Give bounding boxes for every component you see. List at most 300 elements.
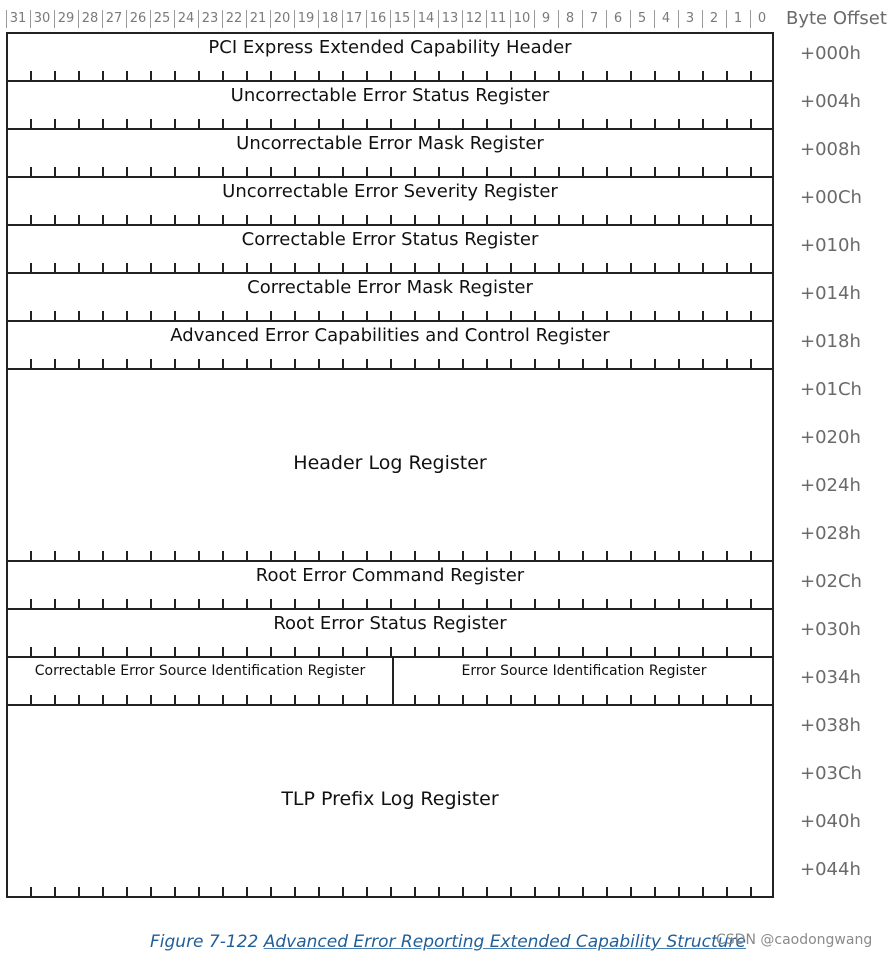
bit-tick (702, 71, 704, 80)
bit-tick (678, 551, 680, 560)
bit-tick (222, 119, 224, 128)
bit-separator (558, 10, 559, 28)
bit-tick (366, 599, 368, 608)
bit-tick (462, 887, 464, 896)
figure-title-link[interactable]: Advanced Error Reporting Extended Capability Structure (263, 932, 746, 952)
bit-ticks (8, 646, 772, 656)
bit-tick (654, 695, 656, 704)
bit-tick (174, 119, 176, 128)
bit-tick (486, 551, 488, 560)
bit-tick (270, 551, 272, 560)
bit-tick (654, 887, 656, 896)
bit-tick (726, 359, 728, 368)
bit-tick (78, 263, 80, 272)
bit-tick (678, 695, 680, 704)
bit-tick (510, 119, 512, 128)
bit-tick (174, 647, 176, 656)
bit-tick (486, 647, 488, 656)
bit-tick (30, 551, 32, 560)
register-box (6, 560, 774, 610)
bit-tick (294, 311, 296, 320)
byte-offset: +030h (800, 619, 861, 640)
bit-tick (510, 695, 512, 704)
bit-tick (102, 263, 104, 272)
bit-tick (582, 167, 584, 176)
bit-tick (534, 551, 536, 560)
bit-tick (390, 647, 392, 656)
bit-tick (342, 695, 344, 704)
bit-tick (750, 311, 752, 320)
bit-tick (222, 887, 224, 896)
bit-tick (462, 311, 464, 320)
bit-number: 13 (441, 11, 459, 26)
bit-number: 12 (465, 11, 483, 26)
bit-tick (366, 359, 368, 368)
bit-tick (294, 359, 296, 368)
byte-offset: +024h (800, 475, 861, 496)
bit-separator (294, 10, 295, 28)
figure-caption (150, 932, 746, 952)
bit-tick (246, 359, 248, 368)
bit-tick (318, 215, 320, 224)
bit-tick (78, 887, 80, 896)
bit-tick (654, 71, 656, 80)
bit-number: 1 (733, 11, 743, 26)
bit-separator (222, 10, 223, 28)
bit-tick (606, 119, 608, 128)
bit-tick (78, 647, 80, 656)
bit-tick (630, 599, 632, 608)
bit-tick (294, 599, 296, 608)
bit-tick (558, 599, 560, 608)
bit-tick (78, 119, 80, 128)
bit-number: 6 (613, 11, 623, 26)
byte-offset: +00Ch (800, 187, 862, 208)
bit-tick (678, 263, 680, 272)
register-label: TLP Prefix Log Register (281, 788, 499, 810)
bit-tick (678, 215, 680, 224)
bit-tick (294, 695, 296, 704)
bit-tick (558, 167, 560, 176)
bit-tick (702, 263, 704, 272)
bit-tick (78, 551, 80, 560)
bit-tick (318, 359, 320, 368)
bit-tick (558, 359, 560, 368)
bit-tick (30, 695, 32, 704)
bit-number: 29 (57, 11, 75, 26)
bit-tick (486, 263, 488, 272)
register-box (6, 80, 774, 130)
bit-tick (702, 887, 704, 896)
bit-tick (150, 551, 152, 560)
register-box (6, 176, 774, 226)
bit-tick (366, 119, 368, 128)
watermark: CSDN @caodongwang (716, 932, 873, 948)
bit-tick (462, 551, 464, 560)
bit-tick (30, 263, 32, 272)
bit-tick (750, 71, 752, 80)
bit-tick (198, 119, 200, 128)
bit-ticks (8, 310, 772, 320)
bit-tick (150, 599, 152, 608)
figure-number: Figure 7-122 (150, 932, 264, 952)
bit-tick (78, 71, 80, 80)
register-label: Header Log Register (293, 452, 487, 474)
bit-separator (510, 10, 511, 28)
bit-tick (126, 647, 128, 656)
bit-tick (198, 263, 200, 272)
bit-tick (102, 119, 104, 128)
bit-tick (606, 887, 608, 896)
bit-separator (126, 10, 127, 28)
bit-tick (558, 647, 560, 656)
bit-separator (462, 10, 463, 28)
bit-tick (462, 695, 464, 704)
byte-offset: +000h (800, 43, 861, 64)
bit-tick (54, 71, 56, 80)
bit-tick (294, 167, 296, 176)
register-label: Error Source Identification Register (461, 663, 707, 679)
bit-tick (438, 551, 440, 560)
bit-tick (750, 887, 752, 896)
bit-number: 9 (541, 11, 551, 26)
register-half (392, 658, 776, 704)
bit-number: 7 (589, 11, 599, 26)
bit-tick (342, 647, 344, 656)
bit-tick (30, 647, 32, 656)
bit-tick (366, 647, 368, 656)
register-label: Uncorrectable Error Mask Register (236, 133, 544, 154)
bit-tick (30, 599, 32, 608)
register-box (6, 608, 774, 658)
bit-tick (198, 695, 200, 704)
bit-tick (438, 71, 440, 80)
bit-tick (222, 551, 224, 560)
bit-tick (726, 551, 728, 560)
bit-tick (462, 215, 464, 224)
bit-tick (318, 167, 320, 176)
bit-tick (54, 695, 56, 704)
byte-offset: +028h (800, 523, 861, 544)
bit-tick (222, 215, 224, 224)
bit-tick (246, 695, 248, 704)
bit-separator (78, 10, 79, 28)
byte-offset: +03Ch (800, 763, 862, 784)
bit-tick (702, 647, 704, 656)
bit-tick (438, 599, 440, 608)
bit-tick (606, 359, 608, 368)
bit-tick (78, 599, 80, 608)
bit-tick (78, 359, 80, 368)
bit-tick (510, 215, 512, 224)
bit-tick (198, 359, 200, 368)
bit-separator (726, 10, 727, 28)
bit-tick (342, 119, 344, 128)
bit-tick (438, 167, 440, 176)
bit-tick (558, 215, 560, 224)
byte-offset: +02Ch (800, 571, 862, 592)
bit-separator (582, 10, 583, 28)
bit-tick (750, 167, 752, 176)
bit-tick (366, 311, 368, 320)
bit-tick (486, 71, 488, 80)
bit-tick (414, 599, 416, 608)
bit-tick (366, 887, 368, 896)
bit-tick (150, 359, 152, 368)
bit-tick (726, 695, 728, 704)
bit-number: 27 (105, 11, 123, 26)
register-label: Root Error Command Register (255, 565, 525, 586)
byte-offset: +040h (800, 811, 861, 832)
bit-tick (54, 551, 56, 560)
bit-ticks (8, 358, 772, 368)
bit-tick (78, 695, 80, 704)
bit-ticks (392, 694, 776, 704)
bit-tick (486, 311, 488, 320)
bit-number: 26 (129, 11, 147, 26)
bit-tick (702, 119, 704, 128)
bit-number: 25 (153, 11, 171, 26)
bit-tick (414, 263, 416, 272)
bit-number: 16 (369, 11, 387, 26)
bit-tick (222, 599, 224, 608)
bit-tick (750, 599, 752, 608)
bit-number: 0 (757, 11, 767, 26)
bit-separator (702, 10, 703, 28)
bit-tick (438, 119, 440, 128)
bit-tick (726, 71, 728, 80)
bit-tick (30, 311, 32, 320)
bit-separator (174, 10, 175, 28)
bit-tick (462, 167, 464, 176)
bit-tick (150, 167, 152, 176)
bit-tick (510, 359, 512, 368)
bit-tick (366, 71, 368, 80)
bit-tick (198, 311, 200, 320)
bit-tick (726, 263, 728, 272)
bit-tick (414, 647, 416, 656)
bit-separator (390, 10, 391, 28)
bit-number: 18 (321, 11, 339, 26)
bit-number: 2 (709, 11, 719, 26)
bit-tick (246, 599, 248, 608)
bit-tick (102, 167, 104, 176)
bit-tick (438, 215, 440, 224)
bit-ticks (8, 694, 392, 704)
bit-separator (318, 10, 319, 28)
bit-tick (318, 551, 320, 560)
bit-number-ruler (6, 8, 774, 30)
bit-tick (174, 695, 176, 704)
bit-separator (30, 10, 31, 28)
bit-tick (102, 551, 104, 560)
bit-tick (126, 695, 128, 704)
register-half (8, 658, 392, 704)
bit-tick (414, 215, 416, 224)
byte-offset: +044h (800, 859, 861, 880)
bit-tick (726, 215, 728, 224)
register-label: PCI Express Extended Capability Header (208, 37, 572, 58)
bit-tick (438, 647, 440, 656)
bit-tick (606, 167, 608, 176)
bit-tick (294, 119, 296, 128)
bit-separator (486, 10, 487, 28)
bit-tick (102, 71, 104, 80)
bit-tick (582, 695, 584, 704)
bit-tick (342, 311, 344, 320)
bit-tick (414, 887, 416, 896)
register-box (6, 272, 774, 322)
bit-tick (390, 263, 392, 272)
bit-tick (222, 647, 224, 656)
bit-tick (558, 71, 560, 80)
bit-tick (750, 695, 752, 704)
bit-tick (294, 551, 296, 560)
bit-separator (270, 10, 271, 28)
bit-tick (726, 599, 728, 608)
bit-tick (30, 71, 32, 80)
bit-tick (54, 599, 56, 608)
byte-offset-header: Byte Offset (786, 8, 887, 29)
bit-tick (198, 167, 200, 176)
bit-separator (414, 10, 415, 28)
bit-tick (174, 215, 176, 224)
bit-tick (606, 695, 608, 704)
bit-tick (198, 599, 200, 608)
bit-tick (606, 215, 608, 224)
bit-tick (486, 119, 488, 128)
bit-tick (606, 647, 608, 656)
bit-tick (222, 695, 224, 704)
bit-tick (294, 647, 296, 656)
bit-tick (246, 215, 248, 224)
bit-tick (462, 599, 464, 608)
bit-tick (342, 215, 344, 224)
bit-tick (654, 263, 656, 272)
bit-tick (630, 647, 632, 656)
register-box (6, 224, 774, 274)
bit-tick (582, 119, 584, 128)
bit-tick (126, 71, 128, 80)
bit-number: 10 (513, 11, 531, 26)
bit-number: 17 (345, 11, 363, 26)
bit-tick (702, 599, 704, 608)
bit-tick (366, 551, 368, 560)
bit-tick (342, 887, 344, 896)
bit-tick (54, 215, 56, 224)
bit-tick (534, 887, 536, 896)
bit-tick (198, 71, 200, 80)
bit-tick (270, 359, 272, 368)
bit-tick (54, 263, 56, 272)
bit-tick (630, 215, 632, 224)
bit-tick (102, 215, 104, 224)
bit-tick (678, 71, 680, 80)
bit-tick (174, 359, 176, 368)
bit-tick (270, 263, 272, 272)
bit-tick (366, 215, 368, 224)
bit-tick (270, 695, 272, 704)
bit-tick (102, 647, 104, 656)
bit-tick (246, 263, 248, 272)
bit-tick (606, 71, 608, 80)
bit-tick (126, 215, 128, 224)
bit-tick (174, 599, 176, 608)
bit-tick (726, 887, 728, 896)
bit-tick (366, 167, 368, 176)
bit-tick (270, 647, 272, 656)
bit-separator (54, 10, 55, 28)
bit-tick (486, 887, 488, 896)
bit-tick (318, 647, 320, 656)
bit-tick (174, 167, 176, 176)
bit-tick (534, 263, 536, 272)
bit-ticks (8, 118, 772, 128)
bit-tick (462, 119, 464, 128)
bit-tick (150, 263, 152, 272)
bit-tick (750, 551, 752, 560)
bit-number: 11 (489, 11, 507, 26)
bit-ticks (8, 550, 772, 560)
byte-offset: +01Ch (800, 379, 862, 400)
bit-tick (174, 311, 176, 320)
bit-separator (366, 10, 367, 28)
bit-tick (102, 695, 104, 704)
bit-tick (150, 311, 152, 320)
bit-tick (126, 551, 128, 560)
bit-tick (30, 359, 32, 368)
bit-tick (222, 359, 224, 368)
register-label: Root Error Status Register (273, 613, 507, 634)
bit-tick (78, 311, 80, 320)
bit-tick (726, 647, 728, 656)
bit-tick (246, 647, 248, 656)
bit-tick (414, 695, 416, 704)
bit-tick (486, 215, 488, 224)
bit-tick (702, 311, 704, 320)
bit-tick (270, 167, 272, 176)
bit-tick (54, 647, 56, 656)
bit-tick (438, 263, 440, 272)
bit-tick (534, 71, 536, 80)
bit-tick (318, 263, 320, 272)
register-label: Uncorrectable Error Severity Register (222, 181, 558, 202)
bit-tick (438, 359, 440, 368)
bit-tick (246, 311, 248, 320)
bit-tick (678, 119, 680, 128)
bit-tick (654, 167, 656, 176)
bit-tick (606, 551, 608, 560)
bit-tick (390, 551, 392, 560)
bit-tick (438, 695, 440, 704)
bit-tick (510, 551, 512, 560)
byte-offset: +014h (800, 283, 861, 304)
bit-ticks (8, 166, 772, 176)
bit-number: 14 (417, 11, 435, 26)
bit-tick (390, 311, 392, 320)
bit-tick (270, 311, 272, 320)
register-label: Advanced Error Capabilities and Control Register (170, 325, 610, 346)
bit-tick (126, 359, 128, 368)
register-label: Correctable Error Status Register (241, 229, 539, 250)
byte-offset: +038h (800, 715, 861, 736)
bit-ticks (8, 262, 772, 272)
bit-tick (462, 647, 464, 656)
bit-tick (270, 215, 272, 224)
bit-tick (654, 215, 656, 224)
register-label: Correctable Error Mask Register (247, 277, 533, 298)
bit-tick (558, 551, 560, 560)
